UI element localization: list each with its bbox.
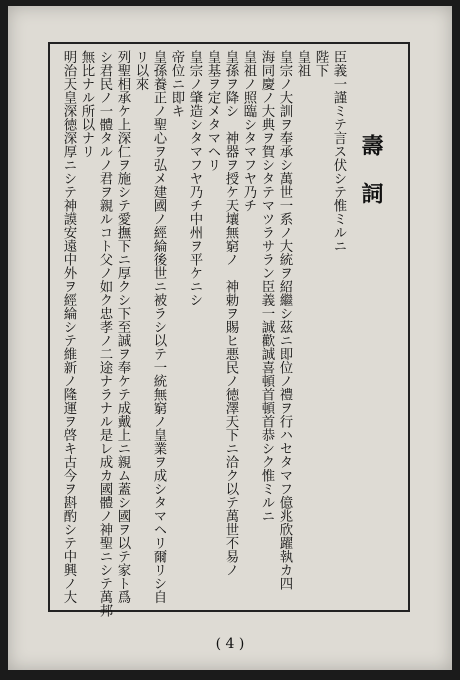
- text-line-15: 無比ナル所以ナリ: [79, 50, 94, 158]
- text-line-9: 皇宗ノ肇造シタマフヤ乃チ中州ヲ平ケニシ: [187, 50, 202, 307]
- text-line-14: シ君民ノ一體タルノ君ヲ親ルコト父ノ如ク忠孝ノ二途ナラナル是レ成カ國體ノ神聖ニシテ萬邦: [97, 50, 112, 617]
- text-line-11: 皇孫養正ノ聖心ヲ弘メ建國ノ經綸後世ニ被ラシ以テ一統無窮ノ皇業ヲ成シタマヘリ爾リシ自: [151, 50, 166, 604]
- document-title: 壽詞: [358, 134, 384, 230]
- text-line-6: 皇祖ノ照臨シタマフヤ乃チ: [241, 50, 256, 212]
- text-line-2: 陛下: [313, 50, 328, 77]
- text-line-10: 帝位ニ即キ: [169, 50, 184, 118]
- text-line-7: 皇孫ヲ降シ 神器ヲ授ケ天壤無窮ノ 神勅ヲ賜ヒ悪民ノ徳澤天下ニ洽ク以テ萬世不易ノ: [223, 50, 238, 577]
- page-number: ( 4 ): [215, 636, 245, 652]
- text-line-4: 皇宗ノ大訓ヲ奉承シ萬世一系ノ大統ヲ紹繼シ茲ニ即位ノ禮ヲ行ハセタマフ億兆欣躍執カ四: [277, 50, 292, 590]
- text-line-13: 列聖相承ケ上深仁ヲ施シテ愛撫下ニ厚クシ下至誠ヲ奉ケテ成戴上ニ親ム蓋シ國ヲ以テ家ト爲: [115, 50, 130, 604]
- text-line-12: リ以來: [133, 50, 148, 91]
- text-line-1: 臣義一謹ミテ言ス伏シテ惟ミルニ: [331, 50, 346, 253]
- text-frame: [48, 42, 410, 617]
- text-line-8: 皇基ヲ定メタマヘリ: [205, 50, 220, 172]
- text-line-16: 明治天皇深徳深厚ニシテ神謨安遠中外ヲ經綸シテ維新ノ隆運ヲ啓キ古今ヲ斟酌シテ中興ノ大: [61, 50, 76, 604]
- document-page: [8, 6, 452, 670]
- text-line-3: 皇祖: [295, 50, 310, 77]
- text-line-5: 海同慶ノ大典ヲ賀シタテマツラサラン臣義一誠歡誠喜頓首頓首恭シク惟ミルニ: [259, 50, 274, 523]
